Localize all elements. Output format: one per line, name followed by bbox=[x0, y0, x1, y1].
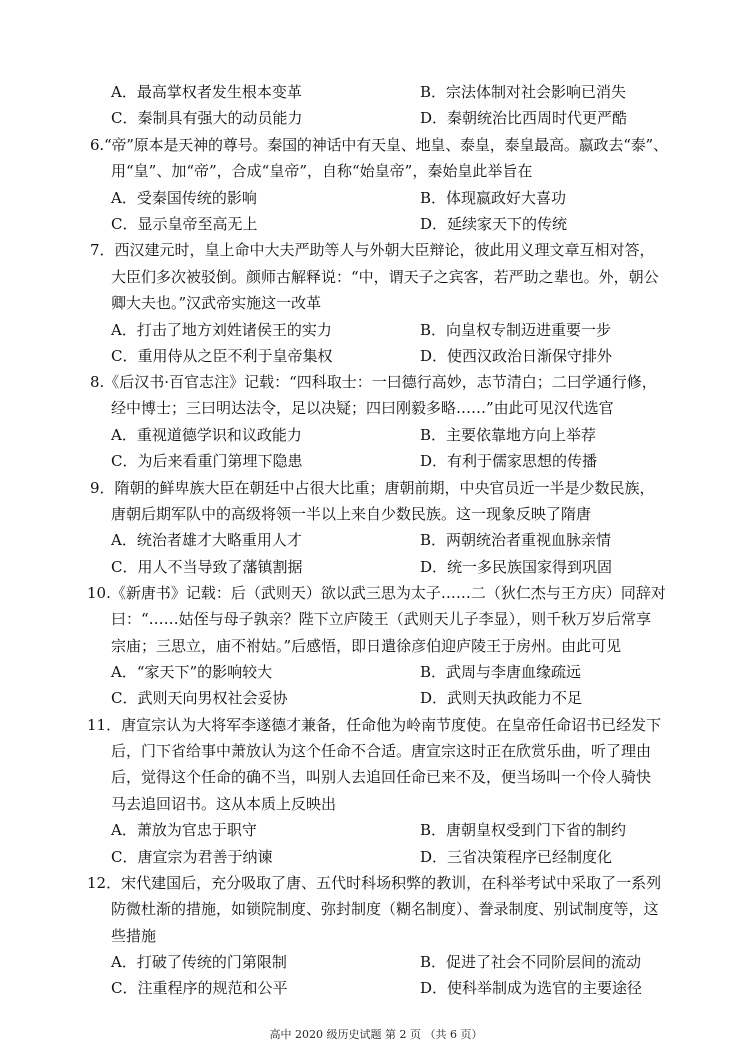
page-footer: 高中 2020 级历史试题 第 2 页 （共 6 页） bbox=[269, 1028, 483, 1041]
q6-stem-line-1: 6.“帝”原本是天神的尊号。秦国的神话中有天皇、地皇、泰皇，泰皇最高。嬴政去“泰”、 bbox=[90, 136, 668, 154]
q12-stem-line-1: 12．宋代建国后，充分吸取了唐、五代时科场积弊的教训，在科举考试中采取了一系列 bbox=[87, 874, 662, 892]
q8-stem-line-1: 8.《后汉书·百官志注》记载：“四科取士：一曰德行高妙，志节清白；二曰学通行修， bbox=[90, 373, 657, 391]
q5-option-b: B．宗法体制对社会影响已消失 bbox=[420, 83, 627, 101]
q7-stem-line-1: 7．西汉建元时，皇上命中大夫严助等人与外朝大臣辩论，彼此用义理文章互相对答， bbox=[90, 241, 655, 259]
q5-option-d: D．秦朝统治比西周时代更严酷 bbox=[420, 109, 628, 127]
q11-stem-line-3: 后，觉得这个任命的确不当，叫别人去追回任命已来不及，便当场叫一个伶人骑快 bbox=[111, 768, 652, 786]
q5-option-a: A．最高掌权者发生根本变革 bbox=[111, 83, 302, 101]
q10-stem-line-2: 曰：“……姑侄与母子孰亲？陛下立庐陵王（武则天儿子李显），则千秋万岁后常享 bbox=[111, 610, 652, 628]
q6-option-d: D．延续家天下的传统 bbox=[420, 215, 568, 233]
q7-option-a: A．打击了地方刘姓诸侯王的实力 bbox=[111, 321, 332, 339]
q12-stem-line-3: 些措施 bbox=[111, 927, 157, 945]
q6-option-c: C．显示皇帝至高无上 bbox=[111, 215, 258, 233]
q7-stem-line-2: 大臣们多次被驳倒。颜师古解释说：“中，谓天子之宾客，若严助之辈也。外，朝公 bbox=[111, 268, 659, 286]
q8-option-b: B．主要依靠地方向上举荐 bbox=[420, 426, 597, 444]
q6-option-b: B．体现嬴政好大喜功 bbox=[420, 189, 567, 207]
q7-option-d: D．使西汉政治日渐保守排外 bbox=[420, 347, 613, 365]
q12-option-b: B．促进了社会不同阶层间的流动 bbox=[420, 953, 642, 971]
q10-option-a: A．“家天下”的影响较大 bbox=[111, 663, 273, 681]
q11-stem-line-4: 马去追回诏书。这从本质上反映出 bbox=[111, 795, 337, 813]
q11-stem-line-2: 后，门下省给事中萧放认为这个任命不合适。唐宣宗这时正在欣赏乐曲，听了理由 bbox=[111, 742, 652, 760]
q9-option-c: C．用人不当导致了藩镇割据 bbox=[111, 558, 303, 576]
q11-option-d: D．三省决策程序已经制度化 bbox=[420, 848, 613, 866]
q11-option-a: A．萧放为官忠于职守 bbox=[111, 821, 257, 839]
q10-stem-line-1: 10.《新唐书》记载：后（武则天）欲以武三思为太子……二（狄仁杰与王方庆）同辞对 bbox=[87, 584, 666, 602]
q9-option-d: D．统一多民族国家得到巩固 bbox=[420, 558, 613, 576]
q8-option-d: D．有利于儒家思想的传播 bbox=[420, 452, 598, 470]
q7-stem-line-3: 卿大夫也。”汉武帝实施这一改革 bbox=[111, 294, 322, 312]
q10-option-c: C．武则天向男权社会妥协 bbox=[111, 689, 288, 707]
q10-option-b: B．武周与李唐血缘疏远 bbox=[420, 663, 582, 681]
q12-stem-line-2: 防微杜渐的措施，如锁院制度、弥封制度（糊名制度）、誊录制度、别试制度等，这 bbox=[111, 900, 659, 918]
q10-stem-line-3: 宗庙；三思立，庙不祔姑。”后感悟，即日遣徐彦伯迎庐陵王于房州。由此可见 bbox=[111, 637, 622, 655]
q7-option-c: C．重用侍从之臣不利于皇帝集权 bbox=[111, 347, 333, 365]
q9-option-b: B．两朝统治者重视血脉亲情 bbox=[420, 531, 612, 549]
q9-stem-line-1: 9．隋朝的鲜卑族大臣在朝廷中占很大比重；唐朝前期，中央官员近一半是少数民族， bbox=[90, 479, 655, 497]
q10-option-d: D．武则天执政能力不足 bbox=[420, 689, 583, 707]
q11-option-b: B．唐朝皇权受到门下省的制约 bbox=[420, 821, 627, 839]
q8-option-a: A．重视道德学识和议政能力 bbox=[111, 426, 302, 444]
q12-option-c: C．注重程序的规范和公平 bbox=[111, 979, 288, 997]
q12-option-a: A．打破了传统的门第限制 bbox=[111, 953, 287, 971]
q9-stem-line-2: 唐朝后期军队中的高级将领一半以上来自少数民族。这一现象反映了隋唐 bbox=[111, 505, 592, 523]
q11-stem-line-1: 11．唐宣宗认为大将军李遂德才兼备，任命他为岭南节度使。在皇帝任命诏书已经发下 bbox=[87, 716, 662, 734]
q6-option-a: A．受秦国传统的影响 bbox=[111, 189, 257, 207]
q6-stem-line-2: 用“皇”、加“帝”，合成“皇帝”，自称“始皇帝”，秦始皇此举旨在 bbox=[111, 162, 533, 180]
q8-option-c: C．为后来看重门第埋下隐患 bbox=[111, 452, 303, 470]
q7-option-b: B．向皇权专制迈进重要一步 bbox=[420, 321, 612, 339]
q8-stem-line-2: 经中博士；三曰明达法令，足以决疑；四曰刚毅多略……”由此可见汉代选官 bbox=[111, 399, 614, 417]
q9-option-a: A．统治者雄才大略重用人才 bbox=[111, 531, 302, 549]
q5-option-c: C．秦制具有强大的动员能力 bbox=[111, 109, 303, 127]
q12-option-d: D．使科举制成为选官的主要途径 bbox=[420, 979, 643, 997]
q11-option-c: C．唐宣宗为君善于纳谏 bbox=[111, 848, 273, 866]
